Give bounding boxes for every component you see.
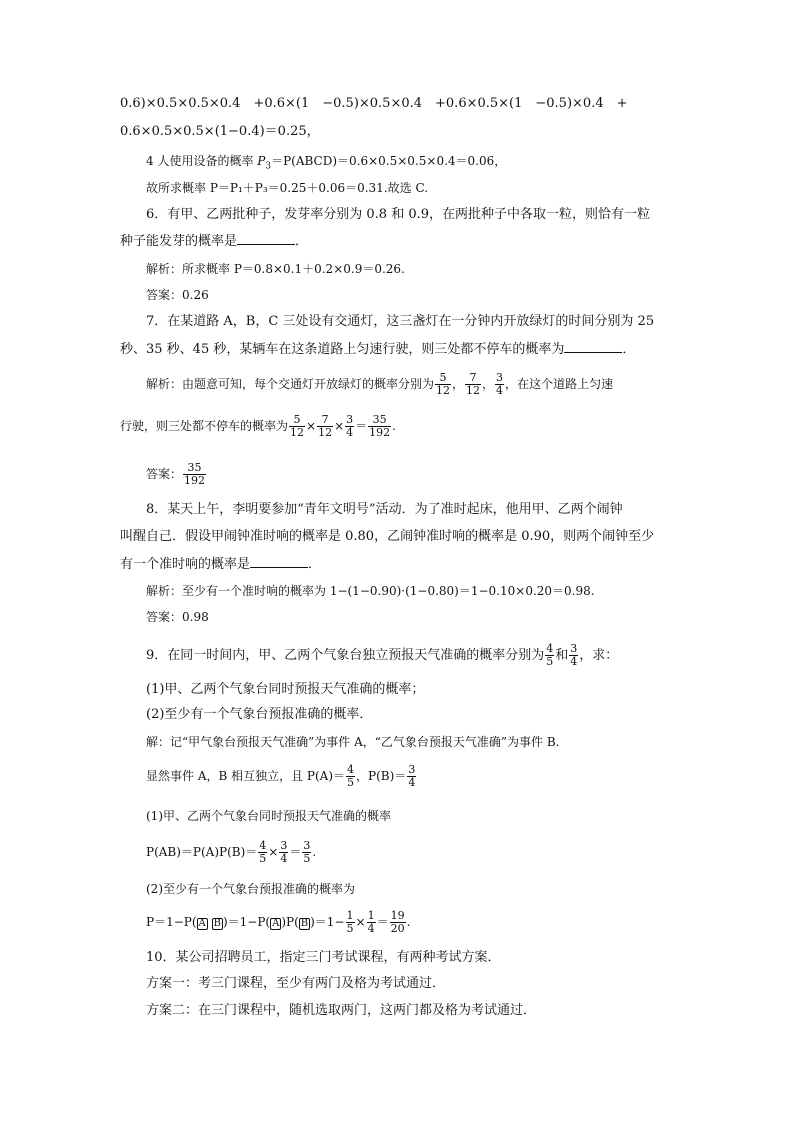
text-span: P(AB)＝P(A)P(B)＝ bbox=[146, 845, 258, 859]
fraction bbox=[346, 764, 355, 789]
fraction-numerator: 4 bbox=[546, 642, 554, 655]
fraction bbox=[495, 372, 504, 397]
fraction bbox=[279, 840, 288, 865]
fraction-numerator: 3 bbox=[303, 839, 311, 852]
solution-9-line: P＝1−P( A B )＝1−P( A )P( B )＝1− $\frac{1}{5}$ × $\frac{1}{4}$ ＝ $\frac{19}{20}$ . bbox=[146, 909, 411, 935]
fraction bbox=[302, 840, 311, 865]
complement-event-b: B bbox=[300, 918, 309, 929]
text-span: 有一个准时响的概率是 bbox=[120, 557, 251, 572]
fraction-denominator: 192 bbox=[369, 426, 391, 439]
solution-9-line: P(AB)＝P(A)P(B)＝ $\frac{4}{5}$ × $\frac{3}{4}$ ＝ $\frac{3}{5}$ . bbox=[146, 839, 317, 865]
complement-event-a: A bbox=[198, 918, 206, 929]
fraction-denominator: 192 bbox=[184, 474, 206, 487]
answer-6: 答案：0.26 bbox=[146, 288, 209, 302]
text-span: ，求： bbox=[579, 648, 619, 663]
text-line: 故所求概率 P＝P₁＋P₃＝0.25＋0.06＝0.31.故选 C. bbox=[146, 181, 429, 195]
fraction-numerator: 5 bbox=[289, 414, 305, 427]
question-7: 7．在某道路 A，B，C 三处设有交通灯，这三盏灯在一分钟内开放绿灯的时间分别为 25 bbox=[146, 314, 655, 329]
fraction bbox=[183, 462, 206, 487]
fraction-denominator: 5 bbox=[546, 655, 554, 668]
text-span: 解析：由题意可知，每个交通灯开放绿灯的概率分别为 bbox=[146, 377, 435, 391]
fraction bbox=[368, 414, 391, 439]
fraction-numerator: 7 bbox=[317, 414, 333, 427]
fraction bbox=[435, 372, 451, 397]
answer-blank bbox=[564, 339, 622, 353]
fraction bbox=[390, 910, 406, 935]
solution-9-line: (2)至少有一个气象台预报准确的概率为 bbox=[146, 882, 355, 896]
fraction bbox=[317, 414, 333, 439]
complement-event-b: B bbox=[213, 918, 221, 929]
question-6-cont bbox=[120, 231, 308, 252]
fraction bbox=[545, 643, 554, 668]
fraction-denominator: 4 bbox=[408, 776, 416, 789]
text-span: )＝1− bbox=[310, 915, 345, 929]
text-span: P＝1−P( bbox=[146, 915, 197, 929]
question-9-part2: (2)至少有一个气象台预报准确的概率． bbox=[146, 707, 373, 722]
fraction-numerator: 1 bbox=[346, 909, 354, 922]
question-9-part1: (1)甲、乙两个气象台同时预报天气准确的概率； bbox=[146, 682, 425, 697]
solution-9-line bbox=[146, 764, 417, 789]
solution-9: 解：记“甲气象台预报天气准确”为事件 A，“乙气象台预报天气准确”为事件 B. bbox=[146, 735, 560, 749]
text-span: 秒、35 秒、45 秒，某辆车在这条道路上匀速行驶，则三处都不停车的概率为 bbox=[120, 342, 565, 357]
text-span: 答案： bbox=[146, 467, 183, 481]
fraction bbox=[407, 764, 416, 789]
text-span: 行驶，则三处都不停车的概率为 bbox=[120, 419, 289, 433]
fraction-numerator: 5 bbox=[435, 372, 451, 385]
text-line: 0.6)×0.5×0.5×0.4 +0.6×(1 −0.5)×0.5×0.4 +0.6×0.5×(1 −0.5)×0.4 + bbox=[120, 96, 628, 111]
answer-blank bbox=[237, 231, 295, 245]
solution-7-cont: 行驶，则三处都不停车的概率为 $\frac{5}{12}$ × $\frac{7}{12}$ × $\frac{3}{4}$ ＝ $\frac{35}{192}$ . bbox=[120, 413, 396, 439]
answer-blank bbox=[250, 554, 308, 568]
fraction bbox=[258, 840, 267, 865]
text-span: ，P(B)＝ bbox=[356, 769, 407, 783]
question-8: 8．某天上午，李明要参加“青年文明号”活动．为了准时起床，他用甲、乙两个闹钟 bbox=[146, 502, 623, 517]
solution-7: 解析：由题意可知，每个交通灯开放绿灯的概率分别为 $\frac{5}{12}$ ， $\frac{7}{12}$ ， $\frac{3}{4}$ ，在这个道路上匀速 bbox=[146, 371, 614, 397]
fraction-denominator: 4 bbox=[496, 384, 504, 397]
fraction bbox=[346, 910, 355, 935]
question-9 bbox=[146, 643, 618, 668]
text-span: ＝P(ABCD)＝0.6×0.5×0.5×0.4＝0.06， bbox=[271, 154, 507, 168]
fraction bbox=[569, 643, 578, 668]
fraction-denominator: 12 bbox=[318, 426, 333, 439]
fraction-numerator: 1 bbox=[367, 909, 375, 922]
question-10: 10．某公司招聘员工，指定三门考试课程，有两种考试方案． bbox=[146, 950, 501, 965]
complement-event-a: A bbox=[272, 918, 280, 929]
fraction-numerator: 3 bbox=[346, 413, 354, 426]
question-10-plan2: 方案二：在三门课程中，随机选取两门，这两门都及格为考试通过． bbox=[146, 1003, 537, 1018]
answer-8: 答案：0.98 bbox=[146, 610, 209, 624]
text-span: )＝1−P( bbox=[222, 915, 271, 929]
fraction-numerator: 3 bbox=[408, 763, 416, 776]
question-10-plan1: 方案一：考三门课程，至少有两门及格为考试通过． bbox=[146, 976, 446, 991]
fraction-numerator: 7 bbox=[465, 372, 481, 385]
fraction-denominator: 4 bbox=[570, 655, 578, 668]
text-span: 9．在同一时间内，甲、乙两个气象台独立预报天气准确的概率分别为 bbox=[146, 648, 545, 663]
text-span: ． bbox=[295, 234, 309, 249]
fraction-denominator: 12 bbox=[436, 384, 451, 397]
answer-7 bbox=[146, 462, 207, 487]
fraction-denominator: 12 bbox=[466, 384, 481, 397]
text-span: )P( bbox=[281, 915, 299, 929]
fraction-denominator: 5 bbox=[347, 776, 355, 789]
fraction bbox=[289, 414, 305, 439]
question-8-cont: 叫醒自己．假设甲闹钟准时响的概率是 0.80，乙闹钟准时响的概率是 0.90，则两个闹钟至少 bbox=[120, 529, 655, 544]
fraction-denominator: 4 bbox=[367, 922, 375, 935]
fraction bbox=[465, 372, 481, 397]
text-span: 在这个道路上匀速 bbox=[517, 377, 614, 391]
text-span: ． bbox=[622, 342, 636, 357]
text-span: 显然事件 A，B 相互独立，且 P(A)＝ bbox=[146, 769, 346, 783]
solution-9-line: (1)甲、乙两个气象台同时预报天气准确的概率 bbox=[146, 809, 391, 823]
fraction-denominator: 5 bbox=[259, 852, 267, 865]
fraction-numerator: 19 bbox=[390, 909, 405, 922]
fraction-denominator: 4 bbox=[346, 426, 354, 439]
fraction-numerator: 3 bbox=[280, 839, 288, 852]
fraction bbox=[367, 910, 376, 935]
fraction-denominator: 5 bbox=[303, 852, 311, 865]
fraction-numerator: 35 bbox=[368, 414, 391, 427]
text-line: 0.6×0.5×0.5×(1−0.4)＝0.25， bbox=[120, 124, 320, 139]
fraction-denominator: 4 bbox=[280, 852, 288, 865]
fraction-numerator: 35 bbox=[183, 462, 206, 475]
solution-6: 解析：所求概率 P＝0.8×0.1＋0.2×0.9＝0.26. bbox=[146, 262, 405, 276]
text-line bbox=[146, 151, 506, 176]
question-7-cont bbox=[120, 339, 635, 360]
question-8-cont bbox=[120, 554, 321, 575]
solution-8: 解析：至少有一个准时响的概率为 1−(1−0.90)·(1−0.80)＝1−0.10×0.20＝0.98. bbox=[146, 584, 595, 598]
text-span: 种子能发芽的概率是 bbox=[120, 234, 238, 249]
fraction-numerator: 4 bbox=[347, 763, 355, 776]
fraction-denominator: 20 bbox=[390, 922, 405, 935]
text-span: 4 人使用设备的概率 bbox=[146, 154, 258, 168]
fraction bbox=[345, 414, 354, 439]
fraction-numerator: 4 bbox=[259, 839, 267, 852]
fraction-numerator: 3 bbox=[496, 371, 504, 384]
fraction-numerator: 3 bbox=[570, 642, 578, 655]
text-span: P bbox=[257, 154, 266, 168]
text-span: ． bbox=[308, 557, 322, 572]
text-span: 3 bbox=[265, 161, 272, 172]
text-span: 和 bbox=[555, 648, 569, 663]
fraction-denominator: 12 bbox=[290, 426, 305, 439]
question-6: 6．有甲、乙两批种子，发芽率分别为 0.8 和 0.9，在两批种子中各取一粒，则恰有一粒 bbox=[146, 207, 651, 222]
fraction-denominator: 5 bbox=[346, 922, 354, 935]
